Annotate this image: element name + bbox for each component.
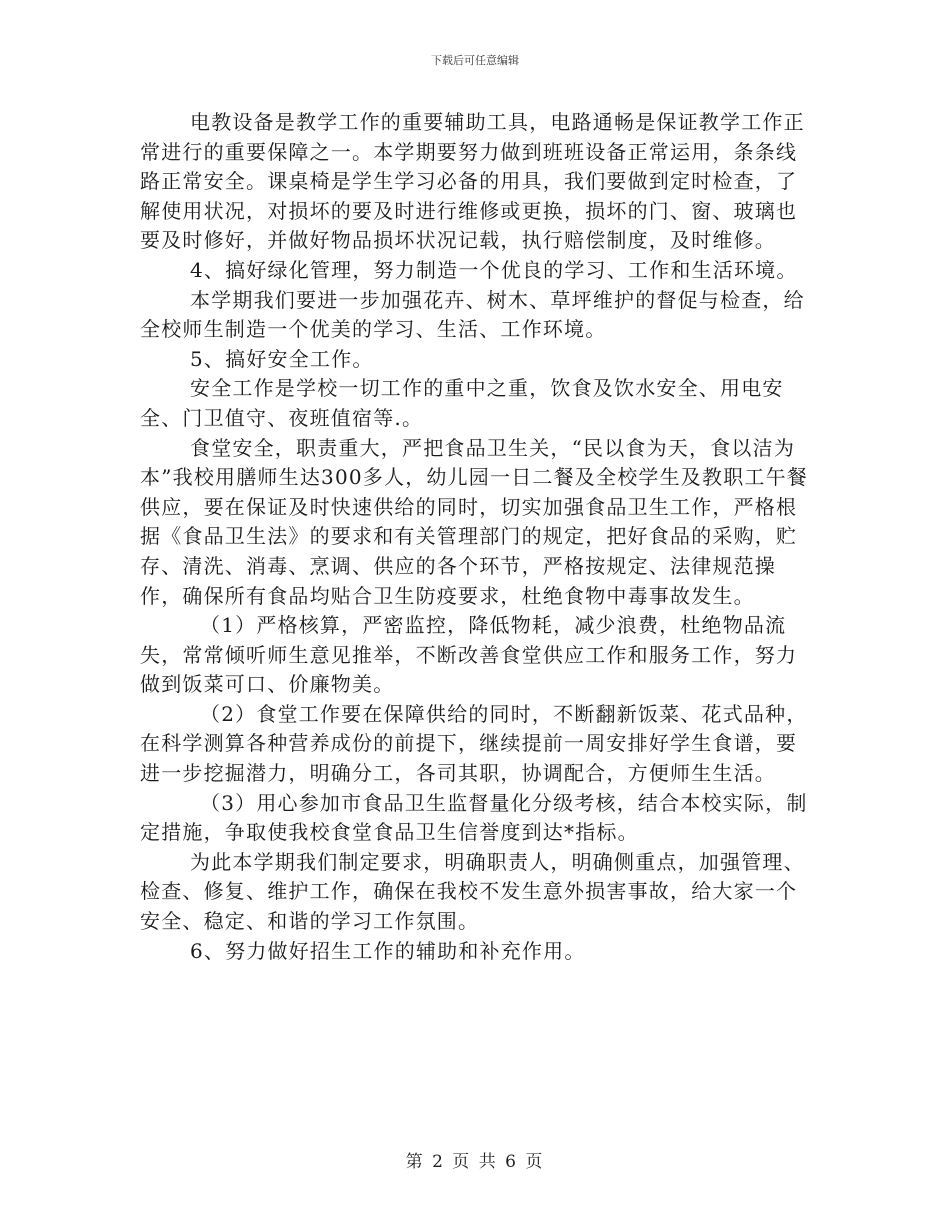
paragraph: 为此本学期我们制定要求，明确职责人，明确侧重点，加强管理、检查、修复、维护工作，确保在我校不发生意外损害事故，给大家一个安全、稳定、和谐的学习工作氛围。 <box>140 849 805 934</box>
paragraph: 电教设备是教学工作的重要辅助工具，电路通畅是保证教学工作正常进行的重要保障之一。本学期要努力做到班班设备正常运用，条条线路正常安全。课桌椅是学生学习必备的用具，我们要做到定时检查，了解使用状况，对损坏的要及时进行维修或更换，损坏的门、窗、玻璃也要及时修好，并做好物品损坏状况记载，执行赔偿制度，及时维修。 <box>140 110 805 253</box>
section-heading: 6、努力做好招生工作的辅助和补充作用。 <box>190 938 586 963</box>
page-number: 第 2 页 共 6 页 <box>405 1152 545 1172</box>
section-heading: 4、搞好绿化管理，努力制造一个优良的学习、工作和生活环境。 <box>190 257 798 282</box>
document-body <box>140 108 810 966</box>
paragraph: 食堂安全，职责重大，严把食品卫生关，“民以食为天，食以洁为本”我校用膳师生达300多人，幼儿园一日二餐及全校学生及教职工午餐供应，要在保证及时快速供给的同时，切实加强食品卫生工作，严格根据《食品卫生法》的要求和有关管理部门的规定，把好食品的采购，贮存、清洗、消毒、烹调、供应的各个环节，严格按规定、法律规范操作，确保所有食品均贴合卫生防疫要求，杜绝食物中毒事故发生。 <box>140 435 808 608</box>
numbered-item: （2）食堂工作要在保障供给的同时，不断翻新饭菜、花式品种，在科学测算各种营养成份的前提下，继续提前一周安排好学生食谱，要进一步挖掘潜力，明确分工，各司其职，协调配合，方便师生生活。 <box>140 701 808 786</box>
page-header: 下载后可任意编辑 <box>431 54 519 67</box>
paragraph: 本学期我们要进一步加强花卉、树木、草坪维护的督促与检查，给全校师生制造一个优美的学习、生活、工作环境。 <box>140 287 805 342</box>
section-heading: 5、搞好安全工作。 <box>190 346 374 371</box>
paragraph: 安全工作是学校一切工作的重中之重，饮食及饮水安全、用电安全、门卫值守、夜班值宿等.。 <box>140 376 784 430</box>
numbered-item: （1）严格核算，严密监控，降低物耗，减少浪费，杜绝物品流失，常常倾听师生意见推举，不断改善食堂供应工作和服务工作，努力做到饭菜可口、价廉物美。 <box>140 613 798 697</box>
numbered-item: （3）用心参加市食品卫生监督量化分级考核，结合本校实际，制定措施，争取使我校食堂食品卫生信誉度到达*指标。 <box>140 790 808 845</box>
